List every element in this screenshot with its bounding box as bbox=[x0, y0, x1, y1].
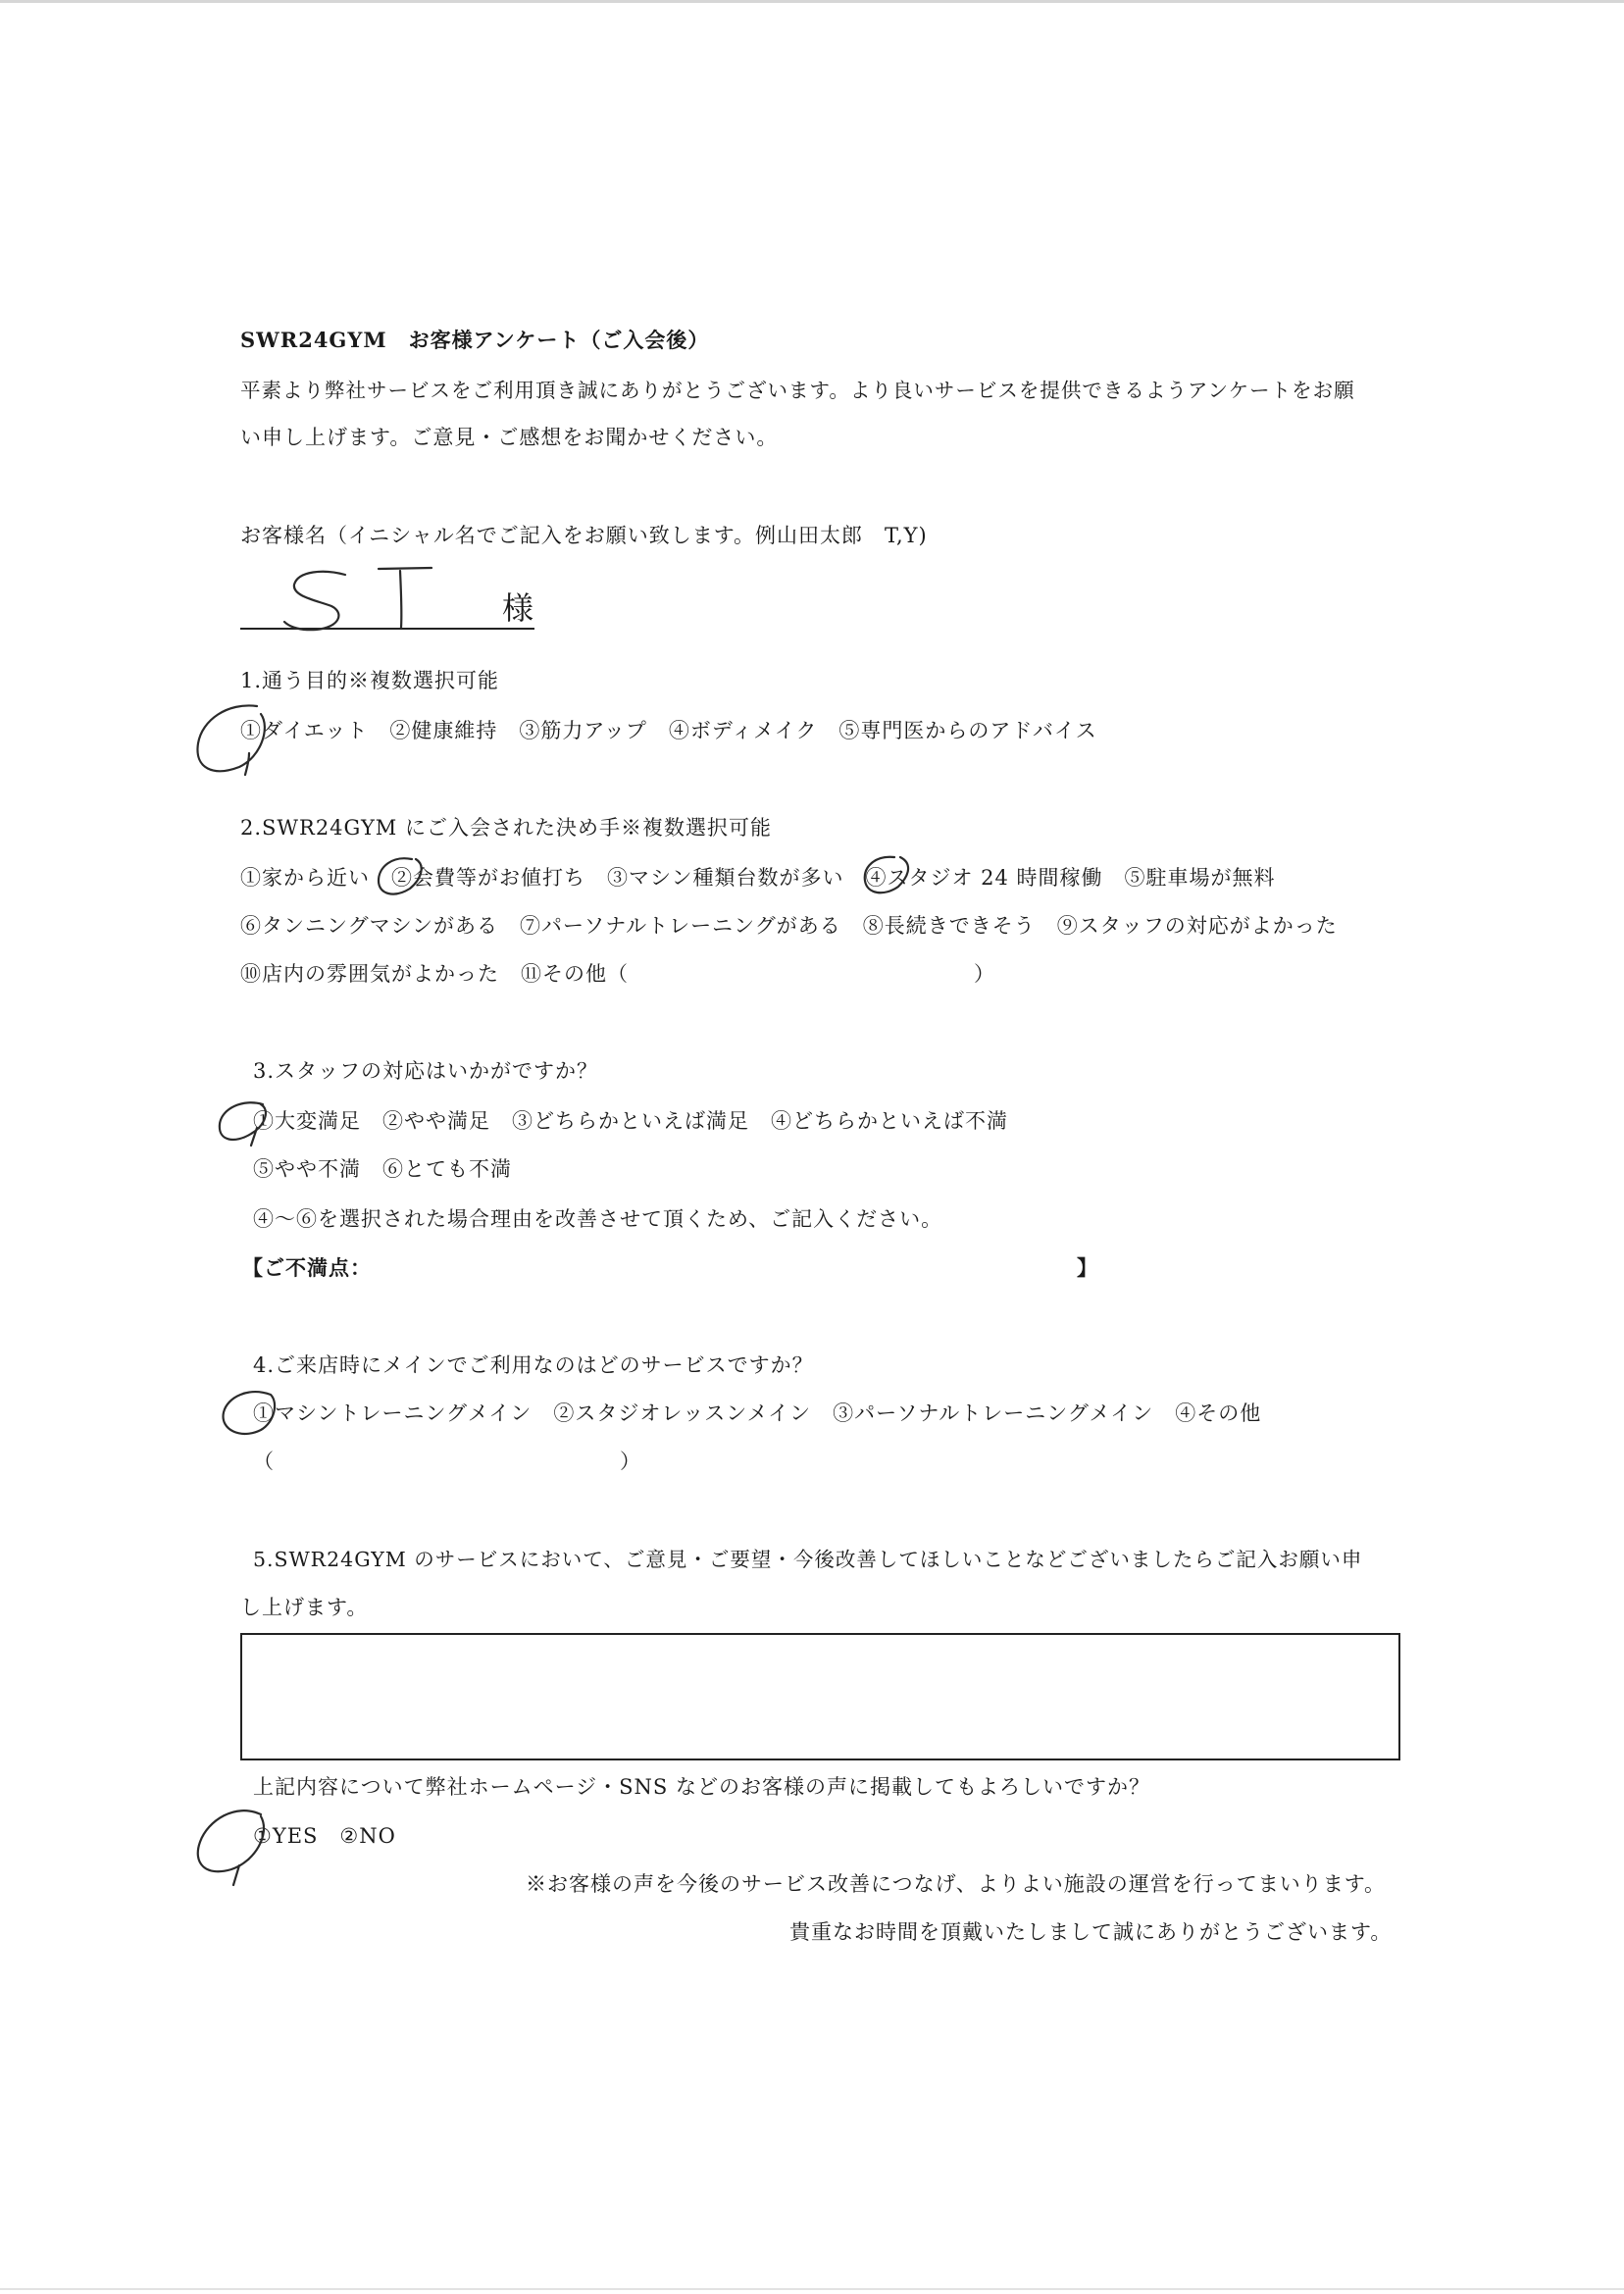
honorific-sama: 様 bbox=[502, 589, 535, 627]
q3-note: ④～⑥を選択された場合理由を改善させて頂くため、ご記入ください。 bbox=[253, 1207, 943, 1231]
publish-circle-mark bbox=[198, 1810, 264, 1885]
q5-answer-box[interactable] bbox=[240, 1633, 1400, 1760]
publish-options: ①YES ②NO bbox=[253, 1824, 396, 1848]
handwritten-letter-s bbox=[284, 572, 345, 630]
customer-name-label: お客様名（イニシャル名でご記入をお願い致します。例山田太郎 T,Y) bbox=[240, 524, 928, 547]
q3-options-line-2: ⑤やや不満 ⑥とても不満 bbox=[253, 1157, 512, 1181]
q3-options-line-1: ①大変満足 ②やや満足 ③どちらかといえば満足 ④どちらかといえば不満 bbox=[253, 1109, 1008, 1133]
q1-question: 1.通う目的※複数選択可能 bbox=[240, 669, 500, 692]
publish-question: 上記内容について弊社ホームページ・SNS などのお客様の声に掲載してもよろしいですか？ bbox=[253, 1775, 1150, 1799]
q2-options-line-3: ⑩店内の雰囲気がよかった ⑪その他（ ） bbox=[240, 962, 995, 986]
q4-question: 4.ご来店時にメインでご利用なのはどのサービスですか？ bbox=[253, 1353, 814, 1377]
customer-name-underline bbox=[240, 628, 534, 630]
q2-question: 2.SWR24GYM にご入会された決め手※複数選択可能 bbox=[240, 816, 772, 840]
intro-text-line-2: い申し上げます。ご意見・ご感想をお聞かせください。 bbox=[240, 426, 779, 449]
scan-edge-top bbox=[0, 0, 1624, 3]
q3-complaint-close: 】 bbox=[1077, 1255, 1098, 1280]
footer-note-2: 貴重なお時間を頂戴いたしまして誠にありがとうございます。 bbox=[789, 1920, 1393, 1944]
q3-complaint-open: 【ご不満点： bbox=[242, 1255, 372, 1280]
q3-question: 3.スタッフの対応はいかがですか？ bbox=[253, 1059, 599, 1083]
q1-options: ①ダイエット ②健康維持 ③筋力アップ ④ボディメイク ⑤専門医からのアドバイス bbox=[240, 719, 1097, 742]
handwritten-initials bbox=[284, 568, 431, 630]
q4-options-line-1: ①マシントレーニングメイン ②スタジオレッスンメイン ③パーソナルトレーニングメイン ④その他 bbox=[253, 1402, 1262, 1425]
q2-options-line-1: ①家から近い ②会費等がお値打ち ③マシン種類台数が多い ④スタジオ 24 時間稼働 ⑤駐車場が無料 bbox=[240, 866, 1276, 890]
footer-note-1: ※お客様の声を今後のサービス改善につなげ、よりよい施設の運営を行ってまいります。 bbox=[526, 1872, 1387, 1896]
q5-question-line-1: 5.SWR24GYM のサービスにおいて、ご意見・ご要望・今後改善してほしいことなどございましたらご記入お願い申 bbox=[253, 1548, 1363, 1571]
q5-question-line-2: し上げます。 bbox=[240, 1596, 369, 1619]
survey-title: SWR24GYM お客様アンケート（ご入会後） bbox=[240, 328, 710, 352]
q2-options-line-2: ⑥タンニングマシンがある ⑦パーソナルトレーニングがある ⑧長続きできそう ⑨スタッフの対応がよかった bbox=[240, 914, 1338, 938]
scan-edge-bottom bbox=[0, 2288, 1624, 2290]
handwritten-letter-t-stem bbox=[400, 571, 401, 628]
intro-text-line-1: 平素より弊社サービスをご利用頂き誠にありがとうございます。より良いサービスを提供できるようアンケートをお願 bbox=[240, 379, 1355, 402]
handwritten-letter-t-bar bbox=[379, 568, 431, 569]
q4-options-line-2: （ ） bbox=[253, 1450, 641, 1473]
